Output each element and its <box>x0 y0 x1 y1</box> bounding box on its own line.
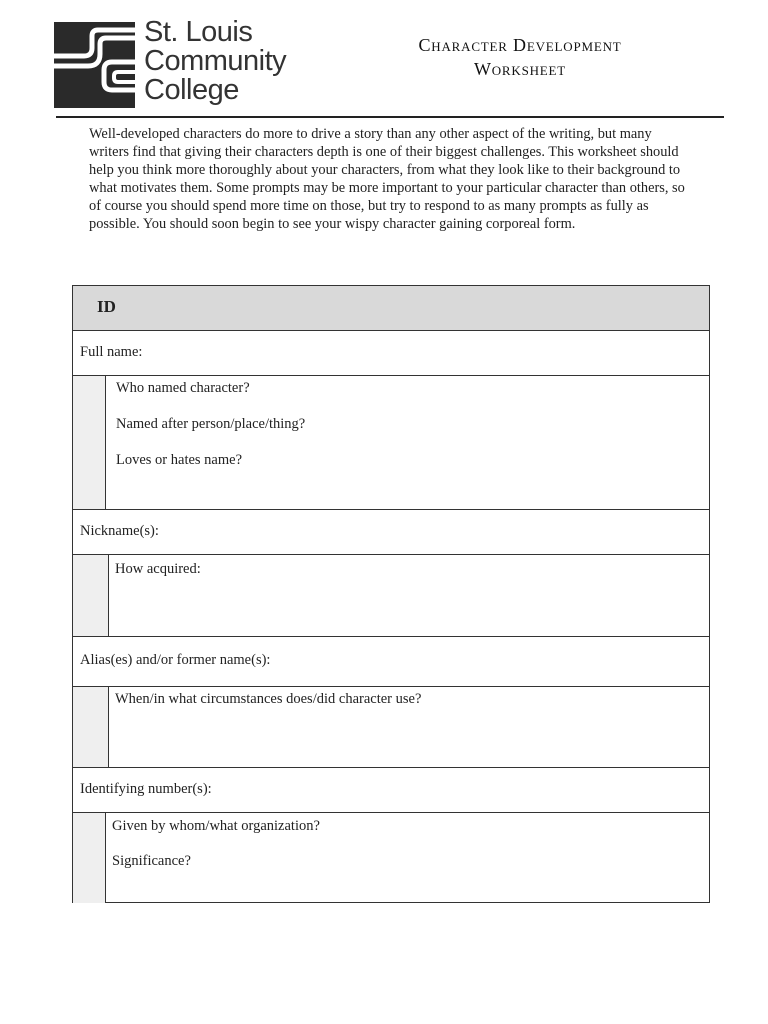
section-header <box>73 286 709 331</box>
prompt-text: Loves or hates name? <box>116 452 243 468</box>
intro-paragraph: Well-developed characters do more to drive a story than any other aspect of the writing, but many writers find that giving their characters depth is one of their biggest challenges. This worksheet should help you think more thoroughly about your characters, from what they look like to their background to what motivates them. Some prompts may be more important to your particular character than others, so of course you should spend more time on those, but try to respond to as many prompts as fully as possible. You should soon begin to see your wispy character gaining corporeal form. <box>89 126 685 232</box>
prompt-text: Given by whom/what organization? <box>112 818 320 834</box>
prompt-gutter <box>73 555 109 636</box>
field-row-nicknames[interactable] <box>73 510 709 555</box>
prompt-row-identifying-numbers[interactable] <box>73 813 709 903</box>
prompt-text: Named after person/place/thing? <box>116 416 306 432</box>
field-row-identifying-numbers[interactable] <box>73 768 709 813</box>
college-name-line2: Community <box>144 45 287 77</box>
worksheet-table <box>72 285 710 903</box>
field-label: Nickname(s): <box>80 523 159 539</box>
prompt-text: When/in what circumstances does/did character use? <box>115 691 422 707</box>
field-label: Full name: <box>80 344 143 360</box>
prompt-gutter <box>73 687 109 767</box>
college-logo-mark <box>54 22 135 108</box>
prompt-text: How acquired: <box>115 561 201 577</box>
prompt-row-aliases[interactable] <box>73 687 709 768</box>
field-row-full-name[interactable] <box>73 331 709 376</box>
field-row-aliases[interactable] <box>73 637 709 687</box>
prompt-text: Significance? <box>112 853 191 869</box>
section-heading: ID <box>97 297 116 316</box>
prompt-text: Who named character? <box>116 380 250 396</box>
prompt-row-nicknames[interactable] <box>73 555 709 637</box>
college-name-line3: College <box>144 74 239 106</box>
field-label: Alias(es) and/or former name(s): <box>80 652 271 668</box>
prompt-gutter <box>73 813 106 903</box>
prompt-gutter <box>73 376 106 509</box>
college-logo <box>54 16 304 112</box>
document-title <box>365 33 675 81</box>
college-name <box>144 18 286 105</box>
field-label: Identifying number(s): <box>80 781 212 797</box>
document-title-line1: Character Development <box>418 35 622 55</box>
prompt-row-full-name[interactable] <box>73 376 709 510</box>
college-name-line1: St. Louis <box>144 16 253 48</box>
header-divider <box>56 116 724 118</box>
document-title-line2: Worksheet <box>473 59 567 79</box>
